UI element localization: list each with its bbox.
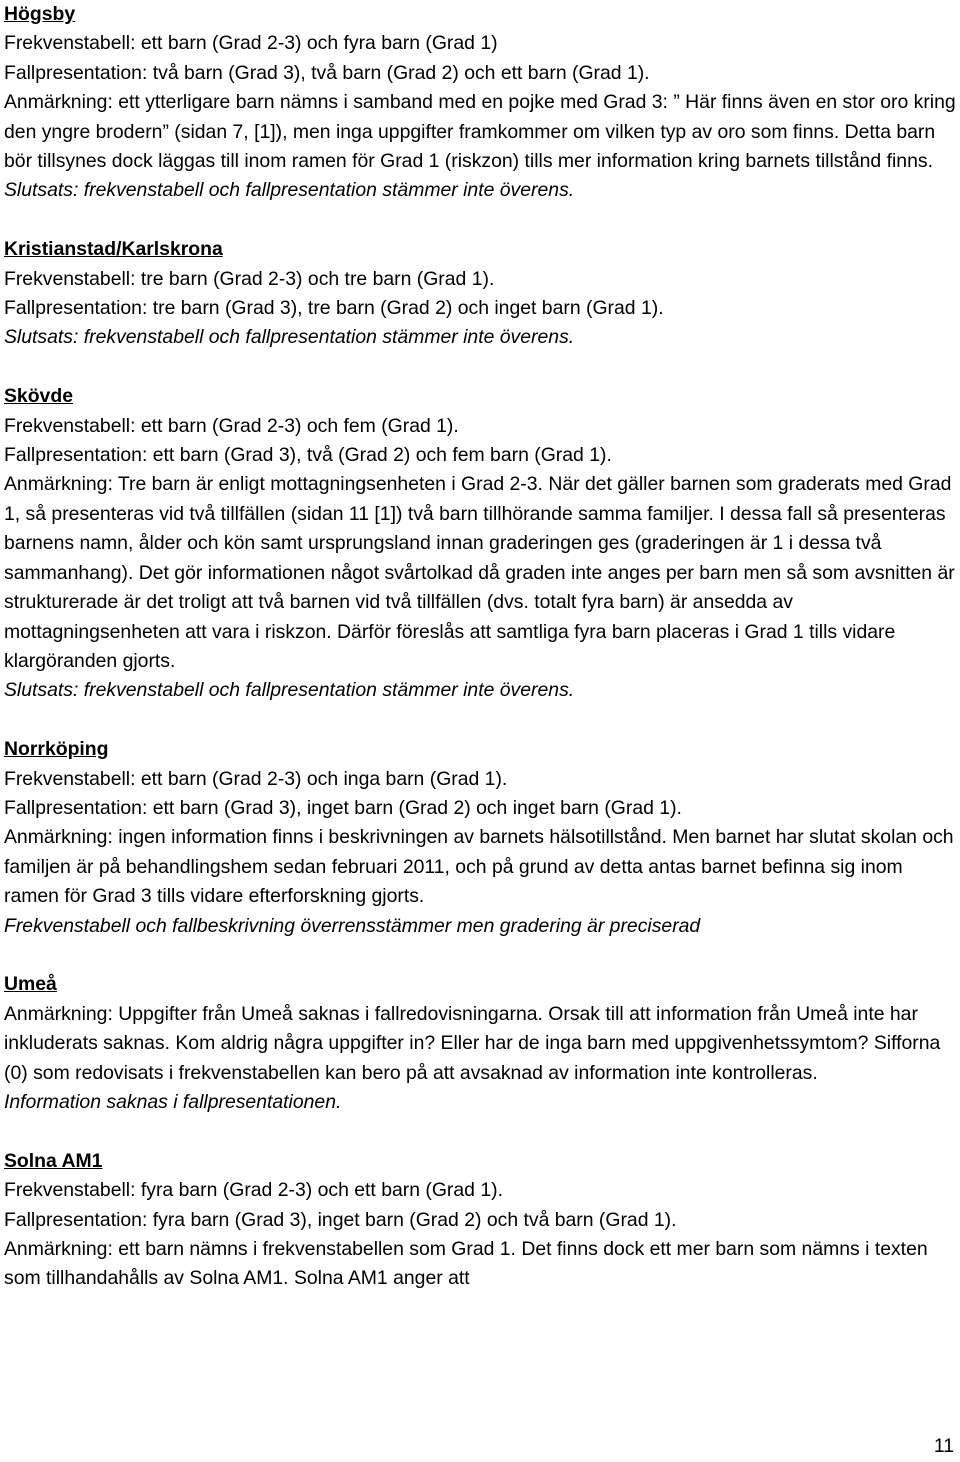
section-line: Frekvenstabell: ett barn (Grad 2-3) och fem (Grad 1).: [4, 414, 459, 437]
section-conclusion: Slutsats: frekvenstabell och fallpresentation stämmer inte överens.: [4, 326, 575, 349]
document-page: [4, 0, 960, 1294]
section-conclusion: Slutsats: frekvenstabell och fallpresentation stämmer inte överens.: [4, 679, 575, 702]
section-line: Frekvenstabell: fyra barn (Grad 2-3) och ett barn (Grad 1).: [4, 1179, 503, 1202]
section-line: Frekvenstabell: tre barn (Grad 2-3) och tre barn (Grad 1).: [4, 267, 495, 290]
section-heading: Solna AM1: [4, 1149, 103, 1172]
section-line: Fallpresentation: fyra barn (Grad 3), inget barn (Grad 2) och två barn (Grad 1).: [4, 1208, 677, 1231]
section-skovde: [4, 382, 960, 705]
section-line: Anmärkning: ingen information finns i beskrivningen av barnets hälsotillstånd. Men barnet har slutat skolan och familjen är på behandlingshem sedan februari 2011, och på grund av detta antas barnet befinna sig inom ramen för Grad 3 tills vidare efterforskning gjorts.: [4, 826, 954, 908]
section-heading: Skövde: [4, 385, 73, 408]
section-norrkoping: [4, 735, 960, 941]
section-heading: Norrköping: [4, 738, 109, 761]
section-line: Fallpresentation: tre barn (Grad 3), tre barn (Grad 2) och inget barn (Grad 1).: [4, 297, 664, 320]
section-line: Anmärkning: Tre barn är enligt mottagningsenheten i Grad 2-3. När det gäller barnen som graderats med Grad 1, så presenteras vid två tillfällen (sidan 11 [1]) två barn tillhörande samma familjer. I dessa fall så presenteras barnens namn, ålder och kön samt ursprungsland innan graderingen ges (graderingen är 1 i dessa två sammanhang). Det gör informationen något svårtolkad då graden inte anges per barn men så som avsnitten är strukturerade är det troligt att två barnen vid två tillfällen (dvs. totalt fyra barn) är ansedda av mottagningsenheten att vara i riskzon. Därför föreslås att samtliga fyra barn placeras i Grad 1 tills vidare klargöranden gjorts.: [4, 473, 955, 672]
page-number: 11: [933, 1435, 954, 1457]
section-line: Fallpresentation: två barn (Grad 3), två barn (Grad 2) och ett barn (Grad 1).: [4, 61, 650, 84]
section-line: Fallpresentation: ett barn (Grad 3), två (Grad 2) och fem barn (Grad 1).: [4, 444, 612, 467]
section-line: Anmärkning: ett barn nämns i frekvenstabellen som Grad 1. Det finns dock ett mer barn som nämns i texten som tillhandahålls av Solna AM1. Solna AM1 anger att: [4, 1237, 928, 1290]
section-umea: [4, 970, 960, 1117]
section-line: Anmärkning: ett ytterligare barn nämns i samband med en pojke med Grad 3: ” Här finns även en stor oro kring den yngre brodern” (sidan 7, [1]), men inga uppgifter framkommer om vilken typ av oro som finns. Detta barn bör tillsynes dock läggas till inom ramen för Grad 1 (riskzon) tills mer information kring barnets tillstånd finns.: [4, 91, 956, 173]
section-heading: Umeå: [4, 973, 57, 996]
section-solna-am1: [4, 1147, 960, 1294]
section-kristianstad-karlskrona: [4, 235, 960, 353]
section-hogsby: [4, 0, 960, 206]
section-conclusion: Frekvenstabell och fallbeskrivning överrensstämmer men gradering är preciserad: [4, 914, 701, 937]
section-heading: Högsby: [4, 3, 76, 25]
section-line: Frekvenstabell: ett barn (Grad 2-3) och inga barn (Grad 1).: [4, 767, 508, 790]
section-line: Fallpresentation: ett barn (Grad 3), inget barn (Grad 2) och inget barn (Grad 1).: [4, 796, 682, 819]
section-line: Frekvenstabell: ett barn (Grad 2-3) och fyra barn (Grad 1): [4, 32, 498, 55]
section-conclusion: Slutsats: frekvenstabell och fallpresentation stämmer inte överens.: [4, 179, 575, 202]
section-line: Anmärkning: Uppgifter från Umeå saknas i fallredovisningarna. Orsak till att information från Umeå inte har inkluderats saknas. Kom aldrig några uppgifter in? Eller har de inga barn med uppgivenhetssymtom? Sifforna (0) som redovisats i frekvenstabellen kan bero på att avsaknad av information inte kontrolleras.: [4, 1002, 941, 1084]
section-conclusion: Information saknas i fallpresentationen.: [4, 1090, 342, 1113]
section-heading: Kristianstad/Karlskrona: [4, 238, 223, 261]
